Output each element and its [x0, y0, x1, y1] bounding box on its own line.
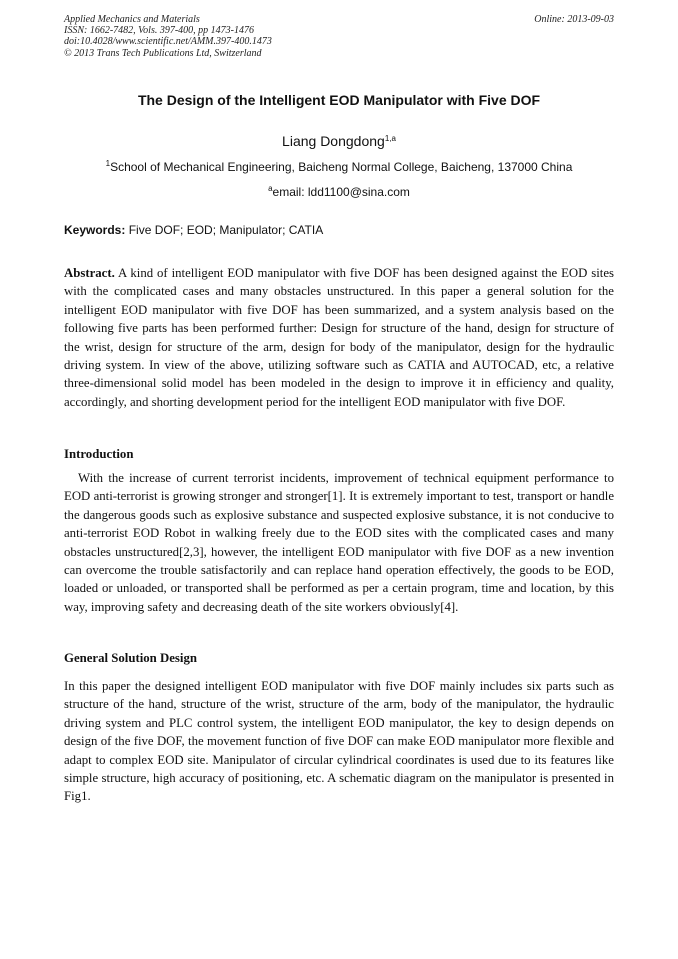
keywords-label: Keywords:	[64, 223, 126, 237]
abstract-paragraph	[64, 264, 614, 411]
journal-info	[64, 14, 272, 59]
author-superscript: 1,a	[384, 134, 396, 143]
email-superscript: a	[268, 184, 273, 193]
journal-doi: doi:10.4028/www.scientific.net/AMM.397-400.1473	[64, 36, 272, 48]
general-solution-paragraph: In this paper the designed intelligent EOD manipulator with five DOF mainly includes six parts such as structure of the hand, structure of the wrist, structure of the arm, body of the manipulator, the hydraulic driving system and PLC control system, the intelligent EOD manipulator, the key to design depends on design of the five DOF, the movement function of five DOF can make EOD manipulator more flexible and adapt to complex EOD site. Manipulator of circular cylindrical coordinates is used due to its features like simple structure, high accuracy of positioning, etc. A schematic diagram on the manipulator is presented in Fig1.	[64, 679, 614, 804]
online-date: Online: 2013-09-03	[534, 14, 614, 25]
journal-copyright: © 2013 Trans Tech Publications Ltd, Switzerland	[64, 47, 262, 59]
introduction-heading: Introduction	[64, 447, 134, 461]
affiliation-line	[30, 160, 648, 174]
introduction-paragraph: With the increase of current terrorist incidents, improvement of technical equipment performance to EOD anti-terrorist is growing stronger and stronger[1]. It is extremely important to test, transport or handle the dangerous goods such as explosive substance and suspected explosive substance, it is not conducive to anti-terrorist EOD Robot in walking freely due to the EOD sites with the complicated cases and many obstacles unstructured[2,3], however, the intelligent EOD manipulator with five DOF as a new invention can overcome the trouble satisfactorily and can replace hand operation effectively, the goods to be EOD, loaded or unloaded, or transported shall be performed as per a certain program, time and location, by this way, improving safety and decreasing death of the site workers obviously[4].	[64, 471, 614, 614]
keywords-line	[64, 223, 614, 237]
general-solution-heading: General Solution Design	[64, 651, 197, 665]
paper-title: The Design of the Intelligent EOD Manipulator with Five DOF	[137, 92, 541, 108]
author-line	[40, 133, 638, 149]
email-line	[40, 185, 638, 199]
abstract-label: Abstract.	[64, 266, 115, 280]
author-name: Liang Dongdong	[282, 133, 385, 149]
affiliation-text: School of Mechanical Engineering, Baicheng Normal College, Baicheng, 137000 China	[110, 160, 573, 174]
email-text: email: ldd1100@sina.com	[272, 185, 410, 199]
journal-name: Applied Mechanics and Materials	[64, 14, 200, 25]
keywords-text: Five DOF; EOD; Manipulator; CATIA	[128, 223, 324, 237]
abstract-text: A kind of intelligent EOD manipulator with five DOF has been designed against the EOD sites with the complicated cases and many obstacles unstructured. In this paper a general solution for the intelligent EOD manipulator with five DOF has been summarized, and a system analysis based on the following five parts has been performed further: Design for structure of the hand, design for structure of the wrist, design for structure of the arm, design for body of the manipulator, design for the hydraulic driving system. In view of the above, utilizing software such as CATIA and AUTOCAD, etc, a relative three-dimensional solid model has been modeled in the design to improve it in efficiency and quality, accordingly, and shorting development period for the intelligent EOD manipulator with five DOF.	[64, 266, 614, 409]
affiliation-superscript: 1	[105, 159, 111, 168]
journal-issn: ISSN: 1662-7482, Vols. 397-400, pp 1473-1476	[64, 25, 254, 37]
